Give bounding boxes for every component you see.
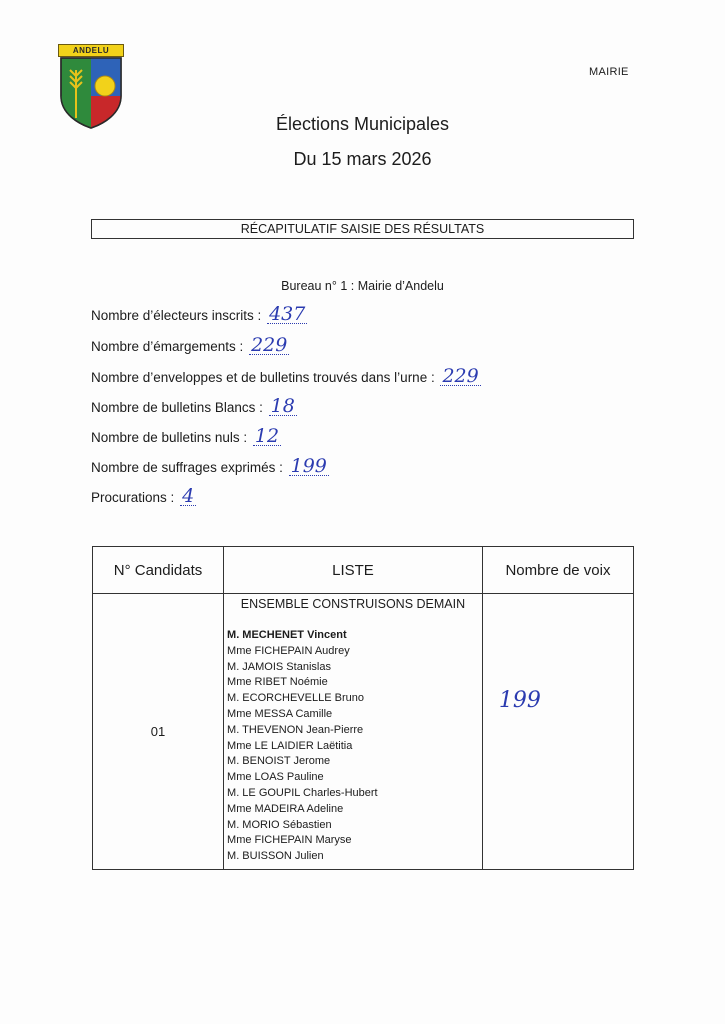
field-label: Procurations : xyxy=(91,490,175,505)
header-list: LISTE xyxy=(224,547,483,594)
document-title: Élections Municipales xyxy=(275,114,450,134)
table-row xyxy=(93,594,634,870)
field-handwritten-value: 229 xyxy=(442,365,479,387)
field-enveloppes-urne xyxy=(91,367,481,386)
field-electeurs-inscrits xyxy=(91,305,307,324)
field-label: Nombre de suffrages exprimés : xyxy=(91,460,283,475)
field-emargements xyxy=(91,336,289,355)
field-label: Nombre de bulletins nuls : xyxy=(91,430,248,445)
candidate-name: M. THEVENON Jean-Pierre xyxy=(227,723,364,736)
field-handwritten-value: 437 xyxy=(269,303,306,325)
votes-cell xyxy=(482,594,633,870)
candidate-name: Mme FICHEPAIN Audrey xyxy=(227,644,350,657)
crest-banner: ANDELU xyxy=(58,44,124,57)
election-date: Du 15 mars 2026 xyxy=(293,149,432,169)
candidate-name: M. BENOIST Jerome xyxy=(227,755,331,768)
candidate-name: Mme FICHEPAIN Maryse xyxy=(227,834,352,847)
bureau-label: Bureau n° 1 : Mairie d’Andelu xyxy=(281,279,444,293)
field-handwritten-value: 18 xyxy=(270,395,295,417)
list-name: ENSEMBLE CONSTRUISONS DEMAIN xyxy=(240,597,466,611)
field-bulletins-nuls xyxy=(91,427,281,446)
candidate-name: Mme LE LAIDIER Laëtitia xyxy=(227,739,353,752)
candidate-name: M. MECHENET Vincent xyxy=(227,629,347,641)
candidate-name: Mme MADEIRA Adeline xyxy=(227,802,344,815)
list-cell xyxy=(224,594,483,870)
header-candidate-number: N° Candidats xyxy=(93,547,224,594)
results-table xyxy=(92,546,634,870)
votes-handwritten-value: 199 xyxy=(498,688,541,713)
candidate-number: 01 xyxy=(93,594,224,870)
field-label: Nombre d’électeurs inscrits : xyxy=(91,308,262,323)
candidate-name: M. BUISSON Julien xyxy=(227,850,324,863)
candidate-name: M. MORIO Sébastien xyxy=(227,818,332,831)
field-suffrages-exprimes xyxy=(91,457,329,476)
field-handwritten-value: 199 xyxy=(290,455,327,477)
field-label: Nombre d’enveloppes et de bulletins trouvés dans l’urne : xyxy=(91,370,435,385)
table-header-row xyxy=(93,547,634,594)
field-handwritten-value: 229 xyxy=(251,334,288,356)
candidate-name: M. JAMOIS Stanislas xyxy=(227,660,331,673)
recap-banner: RÉCAPITULATIF SAISIE DES RÉSULTATS xyxy=(91,219,634,239)
office-label: MAIRIE xyxy=(589,66,629,78)
header-votes: Nombre de voix xyxy=(482,547,633,594)
candidate-name: Mme LOAS Pauline xyxy=(227,771,324,784)
candidate-name: Mme MESSA Camille xyxy=(227,707,333,720)
field-bulletins-blancs xyxy=(91,397,297,416)
field-handwritten-value: 12 xyxy=(254,425,280,447)
field-label: Nombre de bulletins Blancs : xyxy=(91,400,263,415)
field-handwritten-value: 4 xyxy=(182,485,195,507)
candidate-name: M. LE GOUPIL Charles-Hubert xyxy=(227,786,378,799)
field-procurations xyxy=(91,487,196,506)
field-label: Nombre d’émargements : xyxy=(91,339,244,354)
candidate-name: M. ECORCHEVELLE Bruno xyxy=(227,692,364,705)
candidate-name: Mme RIBET Noémie xyxy=(227,676,328,689)
